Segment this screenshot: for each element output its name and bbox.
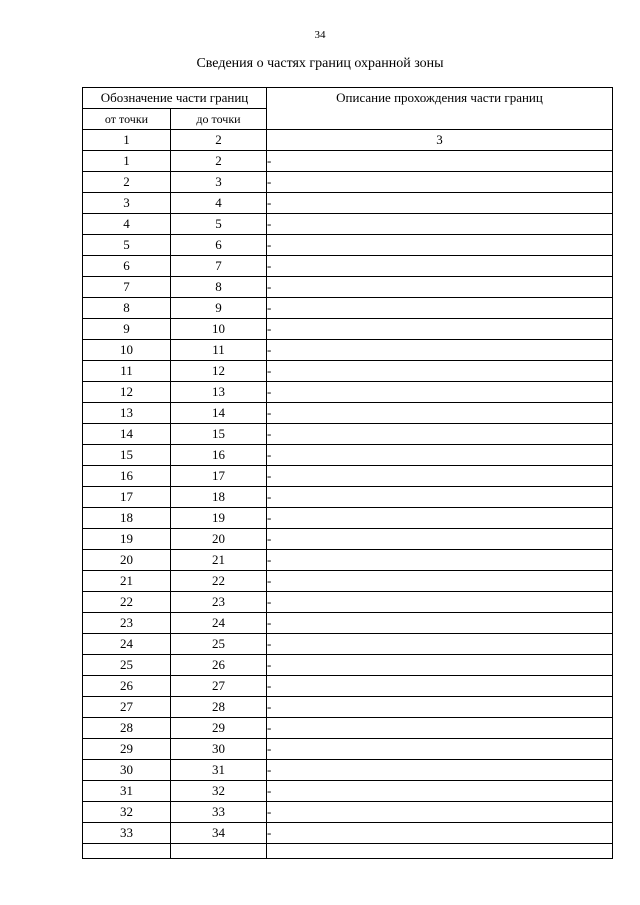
- description-cell: -: [267, 466, 613, 487]
- description-cell: -: [267, 277, 613, 298]
- table-row: [83, 487, 613, 508]
- from-point-cell: 19: [83, 529, 171, 550]
- table-row: [83, 466, 613, 487]
- table-row: [83, 277, 613, 298]
- to-point-cell: 19: [171, 508, 267, 529]
- table-row: [83, 613, 613, 634]
- table-row: [83, 802, 613, 823]
- to-point-cell: 33: [171, 802, 267, 823]
- to-point-cell: 31: [171, 760, 267, 781]
- to-point-cell: 24: [171, 613, 267, 634]
- description-cell: -: [267, 319, 613, 340]
- table-row: [83, 718, 613, 739]
- from-point-cell: 26: [83, 676, 171, 697]
- from-point-cell: 25: [83, 655, 171, 676]
- description-cell: -: [267, 235, 613, 256]
- description-cell: -: [267, 823, 613, 844]
- description-cell: -: [267, 634, 613, 655]
- table-row: [83, 760, 613, 781]
- table-row: [83, 214, 613, 235]
- empty-cell: [83, 844, 171, 859]
- description-cell: -: [267, 739, 613, 760]
- empty-cell: [171, 844, 267, 859]
- table-row: [83, 676, 613, 697]
- description-cell: -: [267, 298, 613, 319]
- table-row: [83, 634, 613, 655]
- from-point-cell: 4: [83, 214, 171, 235]
- description-cell: -: [267, 508, 613, 529]
- to-point-cell: 7: [171, 256, 267, 277]
- from-point-cell: 30: [83, 760, 171, 781]
- table-row: [83, 550, 613, 571]
- page-title: Сведения о частях границ охранной зоны: [196, 56, 444, 71]
- to-point-cell: 12: [171, 361, 267, 382]
- from-point-cell: 14: [83, 424, 171, 445]
- to-point-cell: 23: [171, 592, 267, 613]
- table-row: [83, 592, 613, 613]
- boundary-parts-table: [82, 87, 613, 859]
- description-cell: -: [267, 781, 613, 802]
- description-cell: -: [267, 760, 613, 781]
- to-point-cell: 26: [171, 655, 267, 676]
- from-point-cell: 12: [83, 382, 171, 403]
- table-row: [83, 340, 613, 361]
- from-point-cell: 18: [83, 508, 171, 529]
- to-point-cell: 17: [171, 466, 267, 487]
- column-index: 3: [267, 130, 613, 151]
- to-point-cell: 27: [171, 676, 267, 697]
- from-point-cell: 8: [83, 298, 171, 319]
- from-point-cell: 15: [83, 445, 171, 466]
- description-cell: -: [267, 613, 613, 634]
- table-row: [83, 172, 613, 193]
- from-point-cell: 6: [83, 256, 171, 277]
- table-row: [83, 697, 613, 718]
- table-row: [83, 382, 613, 403]
- table-row: [83, 781, 613, 802]
- from-point-cell: 23: [83, 613, 171, 634]
- description-cell: -: [267, 445, 613, 466]
- description-cell: -: [267, 403, 613, 424]
- header-description: Описание прохождения части границ: [267, 88, 613, 130]
- from-point-cell: 17: [83, 487, 171, 508]
- description-cell: -: [267, 529, 613, 550]
- description-cell: -: [267, 655, 613, 676]
- from-point-cell: 5: [83, 235, 171, 256]
- table-row: [83, 403, 613, 424]
- from-point-cell: 24: [83, 634, 171, 655]
- to-point-cell: 20: [171, 529, 267, 550]
- description-cell: -: [267, 340, 613, 361]
- to-point-cell: 22: [171, 571, 267, 592]
- from-point-cell: 11: [83, 361, 171, 382]
- from-point-cell: 21: [83, 571, 171, 592]
- to-point-cell: 21: [171, 550, 267, 571]
- to-point-cell: 30: [171, 739, 267, 760]
- from-point-cell: 7: [83, 277, 171, 298]
- from-point-cell: 32: [83, 802, 171, 823]
- to-point-cell: 14: [171, 403, 267, 424]
- description-cell: -: [267, 571, 613, 592]
- to-point-cell: 10: [171, 319, 267, 340]
- column-index: 1: [83, 130, 171, 151]
- header-boundary-part-designation: Обозначение части границ: [83, 88, 267, 109]
- column-index: 2: [171, 130, 267, 151]
- to-point-cell: 32: [171, 781, 267, 802]
- table-row: [83, 235, 613, 256]
- description-cell: -: [267, 193, 613, 214]
- to-point-cell: 34: [171, 823, 267, 844]
- table-row: [83, 508, 613, 529]
- header-to-point: до точки: [171, 109, 267, 130]
- table-row: [83, 571, 613, 592]
- to-point-cell: 18: [171, 487, 267, 508]
- to-point-cell: 4: [171, 193, 267, 214]
- table-row: [83, 739, 613, 760]
- from-point-cell: 1: [83, 151, 171, 172]
- table-row: [83, 529, 613, 550]
- description-cell: -: [267, 487, 613, 508]
- from-point-cell: 2: [83, 172, 171, 193]
- description-cell: -: [267, 214, 613, 235]
- to-point-cell: 16: [171, 445, 267, 466]
- from-point-cell: 28: [83, 718, 171, 739]
- from-point-cell: 3: [83, 193, 171, 214]
- table-row: [83, 823, 613, 844]
- description-cell: -: [267, 802, 613, 823]
- from-point-cell: 33: [83, 823, 171, 844]
- from-point-cell: 10: [83, 340, 171, 361]
- table-row: [83, 193, 613, 214]
- to-point-cell: 15: [171, 424, 267, 445]
- to-point-cell: 13: [171, 382, 267, 403]
- table-row: [83, 424, 613, 445]
- description-cell: -: [267, 151, 613, 172]
- table-row: [83, 361, 613, 382]
- description-cell: -: [267, 256, 613, 277]
- table-row: [83, 256, 613, 277]
- from-point-cell: 20: [83, 550, 171, 571]
- table-row-empty: [83, 844, 613, 859]
- description-cell: -: [267, 382, 613, 403]
- description-cell: -: [267, 550, 613, 571]
- from-point-cell: 31: [83, 781, 171, 802]
- column-index-row: [83, 130, 613, 151]
- to-point-cell: 25: [171, 634, 267, 655]
- table-row: [83, 655, 613, 676]
- table-row: [83, 445, 613, 466]
- description-cell: -: [267, 697, 613, 718]
- to-point-cell: 8: [171, 277, 267, 298]
- description-cell: -: [267, 718, 613, 739]
- to-point-cell: 5: [171, 214, 267, 235]
- description-cell: -: [267, 676, 613, 697]
- description-cell: -: [267, 424, 613, 445]
- from-point-cell: 13: [83, 403, 171, 424]
- to-point-cell: 6: [171, 235, 267, 256]
- to-point-cell: 11: [171, 340, 267, 361]
- to-point-cell: 2: [171, 151, 267, 172]
- table-header-row: [83, 88, 613, 109]
- table-row: [83, 151, 613, 172]
- from-point-cell: 9: [83, 319, 171, 340]
- description-cell: -: [267, 361, 613, 382]
- to-point-cell: 29: [171, 718, 267, 739]
- from-point-cell: 29: [83, 739, 171, 760]
- description-cell: -: [267, 592, 613, 613]
- to-point-cell: 9: [171, 298, 267, 319]
- table-row: [83, 319, 613, 340]
- page-number: 34: [314, 29, 326, 41]
- description-cell: -: [267, 172, 613, 193]
- to-point-cell: 28: [171, 697, 267, 718]
- table-row: [83, 298, 613, 319]
- from-point-cell: 27: [83, 697, 171, 718]
- empty-cell: [267, 844, 613, 859]
- header-from-point: от точки: [83, 109, 171, 130]
- to-point-cell: 3: [171, 172, 267, 193]
- from-point-cell: 16: [83, 466, 171, 487]
- from-point-cell: 22: [83, 592, 171, 613]
